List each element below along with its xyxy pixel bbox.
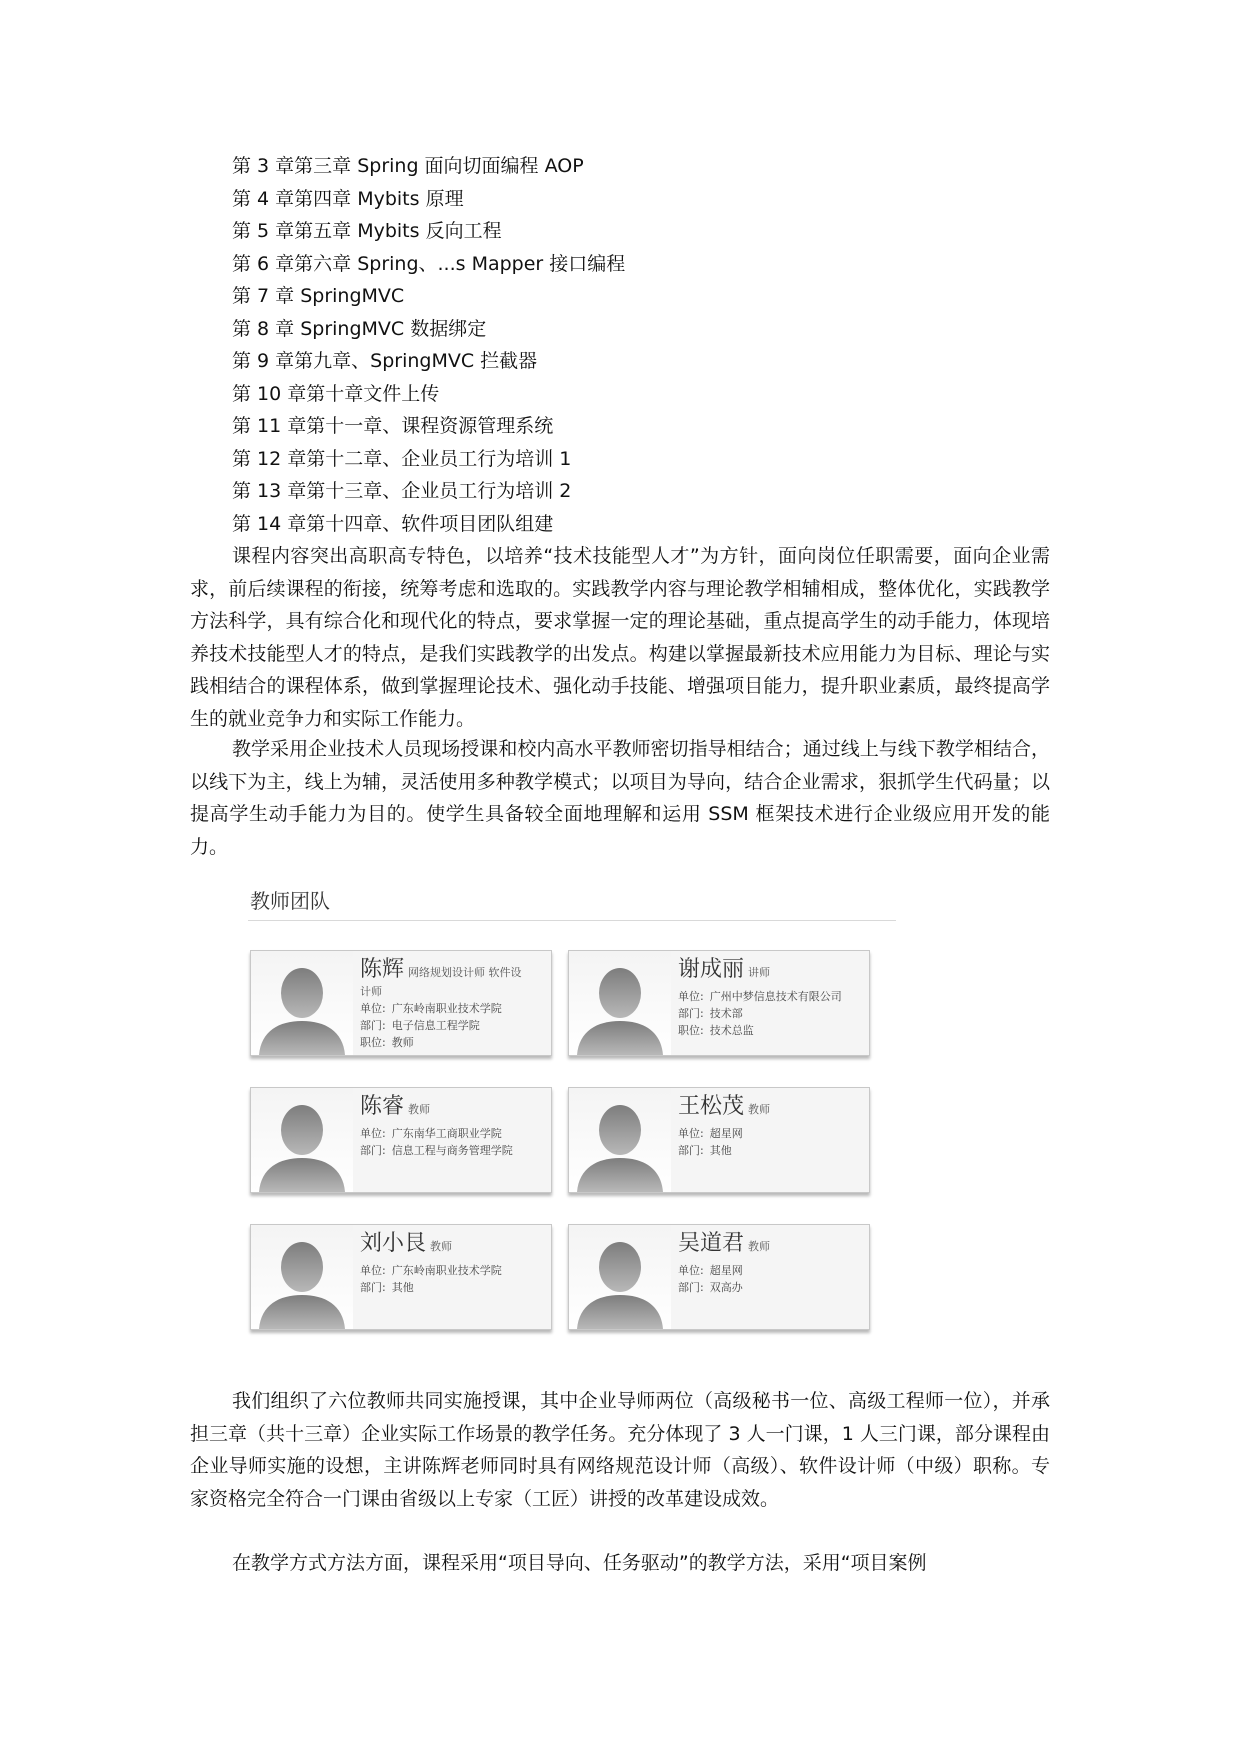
chapter-item: 第 3 章第三章 Spring 面向切面编程 AOP: [232, 155, 584, 177]
team-title-divider: [248, 920, 896, 921]
teacher-dept-line: 部门: 其他: [678, 1144, 732, 1157]
chapter-item: 第 12 章第十二章、企业员工行为培训 1: [232, 447, 572, 470]
chapter-item: 第 11 章第十一章、课程资源管理系统: [232, 415, 554, 437]
person-silhouette-icon: [251, 1088, 353, 1192]
teacher-title: 讲师: [748, 966, 771, 979]
teacher-name: 陈辉: [360, 957, 405, 982]
teacher-dept-line: 部门: 技术部: [678, 1007, 743, 1020]
teacher-info: [671, 951, 869, 1055]
teaching-approach-paragraph: 在教学方式方法方面，课程采用“项目导向、任务驱动”的教学方法，采用“项目案例: [232, 1552, 927, 1574]
teacher-org-line: 单位: 超星网: [678, 1127, 743, 1140]
teacher-info: [671, 1225, 869, 1329]
teacher-name: 陈睿: [360, 1094, 405, 1119]
teacher-info: [353, 1088, 551, 1192]
person-silhouette-icon: [569, 1088, 671, 1192]
team-title: 教师团队: [250, 889, 330, 913]
chapter-item: 第 10 章第十章文件上传: [232, 382, 440, 405]
teaching-method-paragraph: 教学采用企业技术人员现场授课和校内高水平教师密切指导相结合；通过线上与线下教学相结合，以线下为主，线上为辅，灵活使用多种教学模式；以项目为导向，结合企业需求，狠抓学生代码量；以提高学生动手能力为目的。使学生具备较全面地理解和运用 SSM 框架技术进行企业级应用开发的能力。: [190, 738, 1050, 858]
person-silhouette-icon: [569, 1225, 671, 1329]
teacher-dept-line: 部门: 信息工程与商务管理学院: [360, 1144, 513, 1157]
teacher-title: 教师: [430, 1240, 453, 1253]
teacher-card: [250, 950, 552, 1056]
teacher-dept-line: 部门: 其他: [360, 1281, 414, 1294]
teacher-card: [568, 1087, 870, 1193]
chapter-item: 第 4 章第四章 Mybits 原理: [232, 187, 464, 210]
teacher-card: [250, 1087, 552, 1193]
teacher-info: [353, 1225, 551, 1329]
teacher-position-line: 职位: 教师: [360, 1036, 414, 1049]
teacher-org-line: 单位: 广州中梦信息技术有限公司: [678, 990, 842, 1003]
teacher-name: 刘小艮: [360, 1231, 427, 1256]
chapter-item: 第 14 章第十四章、软件项目团队组建: [232, 512, 554, 535]
teacher-team-figure: [248, 880, 898, 1330]
teacher-info: [353, 951, 551, 1055]
chapter-item: 第 8 章 SpringMVC 数据绑定: [232, 317, 487, 340]
teacher-team-paragraph: 我们组织了六位教师共同实施授课，其中企业导师两位（高级秘书一位、高级工程师一位），并承担三章（共十三章）企业实际工作场景的教学任务。充分体现了 3 人一门课，1 人三门课，部分课程由企业导师实施的设想，主讲陈辉老师同时具有网络规范设计师（高级）、软件设计师（中级）职称。专家资格完全符合一门课由省级以上专家（工匠）讲授的改革建设成效。: [190, 1390, 1050, 1510]
teacher-name: 王松茂: [678, 1094, 745, 1119]
chapter-list: [232, 150, 625, 540]
teacher-org-line: 单位: 超星网: [678, 1264, 743, 1277]
chapter-item: 第 7 章 SpringMVC: [232, 285, 405, 307]
teacher-org-line: 单位: 广东南华工商职业学院: [360, 1127, 502, 1140]
teacher-dept-line: 部门: 双高办: [678, 1281, 743, 1294]
chapter-item: 第 5 章第五章 Mybits 反向工程: [232, 220, 502, 242]
person-silhouette-icon: [251, 1225, 353, 1329]
teacher-org-line: 单位: 广东岭南职业技术学院: [360, 1002, 502, 1015]
teacher-card: [568, 1224, 870, 1330]
teacher-title-continued: 计师: [360, 985, 382, 998]
person-silhouette-icon: [251, 951, 353, 1055]
teacher-card: [250, 1224, 552, 1330]
course-content-paragraph: 课程内容突出高职高专特色，以培养“技术技能型人才”为方针，面向岗位任职需要，面向企业需求，前后续课程的衔接，统筹考虑和选取的。实践教学内容与理论教学相辅相成，整体优化，实践教学方法科学，具有综合化和现代化的特点，要求掌握一定的理论基础，重点提高学生的动手能力，体现培养技术技能型人才的特点，是我们实践教学的出发点。构建以掌握最新技术应用能力为目标、理论与实践相结合的课程体系，做到掌握理论技术、强化动手技能、增强项目能力，提升职业素质，最终提高学生的就业竞争力和实际工作能力。: [190, 545, 1050, 730]
chapter-item: 第 13 章第十三章、企业员工行为培训 2: [232, 480, 572, 502]
teacher-dept-line: 部门: 电子信息工程学院: [360, 1019, 480, 1032]
chapter-item: 第 6 章第六章 Spring、...s Mapper 接口编程: [232, 252, 626, 275]
teacher-title: 教师: [408, 1103, 431, 1116]
teacher-title: 网络规划设计师 软件设: [408, 966, 522, 979]
teacher-name: 吴道君: [678, 1231, 745, 1256]
teacher-org-line: 单位: 广东岭南职业技术学院: [360, 1264, 502, 1277]
teacher-info: [671, 1088, 869, 1192]
teacher-card: [568, 950, 870, 1056]
teacher-position-line: 职位: 技术总监: [678, 1024, 754, 1037]
person-silhouette-icon: [569, 951, 671, 1055]
teacher-title: 教师: [748, 1240, 771, 1253]
teacher-title: 教师: [748, 1103, 771, 1116]
teacher-name: 谢成丽: [678, 957, 745, 982]
chapter-item: 第 9 章第九章、SpringMVC 拦截器: [232, 350, 538, 372]
